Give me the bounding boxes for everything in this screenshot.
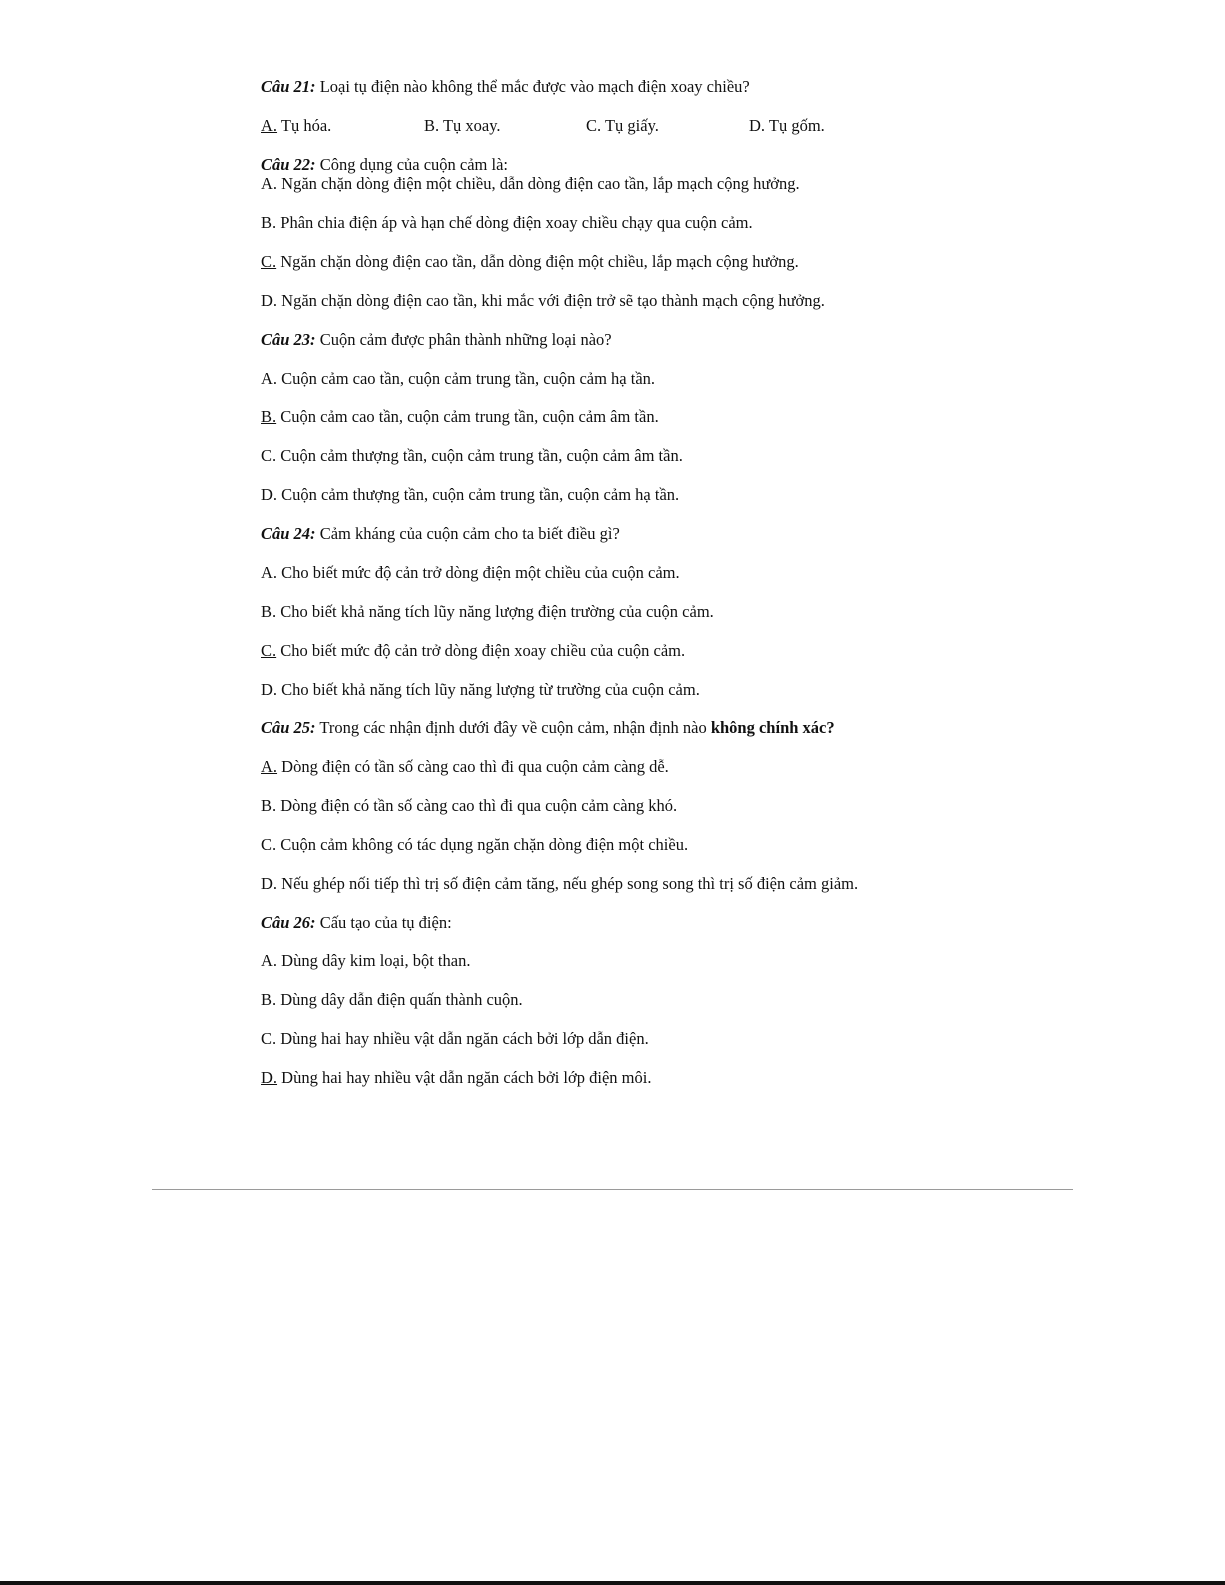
option-text: Tụ giấy. xyxy=(601,116,659,135)
option-letter: C. xyxy=(261,1029,277,1048)
option-text: Ngăn chặn dòng điện cao tần, khi mắc với điện trở sẽ tạo thành mạch cộng hưởng. xyxy=(277,291,825,310)
option-text: Dòng điện có tần số càng cao thì đi qua cuộn cảm càng khó. xyxy=(276,796,678,815)
option-text: Ngăn chặn dòng điện một chiều, dẫn dòng điện cao tần, lắp mạch cộng hưởng. xyxy=(277,174,800,193)
option-text: Cuộn cảm không có tác dụng ngăn chặn dòng điện một chiều. xyxy=(276,835,689,854)
q23-option-b xyxy=(261,407,659,427)
q25-option-d xyxy=(261,874,858,894)
option-text: Tụ gốm. xyxy=(765,116,825,135)
question-23 xyxy=(261,330,612,350)
q21-option-a xyxy=(261,116,331,136)
option-text: Cuộn cảm cao tần, cuộn cảm trung tần, cuộn cảm âm tần. xyxy=(276,407,659,426)
question-label: Câu 23: xyxy=(261,330,316,349)
q22-option-d xyxy=(261,291,825,311)
option-text: Tụ hóa. xyxy=(277,116,332,135)
option-letter: B. xyxy=(261,407,277,426)
question-emphasis: không chính xác? xyxy=(710,718,835,737)
option-text: Dùng hai hay nhiều vật dẫn ngăn cách bởi lớp điện môi. xyxy=(277,1068,652,1087)
q26-option-b xyxy=(261,990,523,1010)
question-text: Công dụng của cuộn cảm là: xyxy=(315,155,509,174)
q21-option-c xyxy=(586,116,659,136)
option-text: Tụ xoay. xyxy=(439,116,501,135)
option-letter: D. xyxy=(261,874,278,893)
question-25 xyxy=(261,718,835,738)
option-text: Cho biết mức độ cản trở dòng điện một chiều của cuộn cảm. xyxy=(277,563,680,582)
option-letter: A. xyxy=(261,951,278,970)
question-26 xyxy=(261,913,452,933)
option-letter: D. xyxy=(261,485,278,504)
question-label: Câu 25: xyxy=(261,718,316,737)
option-letter: D. xyxy=(749,116,766,135)
question-21 xyxy=(261,77,750,97)
q22-option-c xyxy=(261,252,799,272)
q26-option-c xyxy=(261,1029,649,1049)
option-letter: A. xyxy=(261,174,278,193)
option-letter: A. xyxy=(261,369,278,388)
option-letter: D. xyxy=(261,680,278,699)
q23-option-a xyxy=(261,369,655,389)
option-letter: D. xyxy=(261,291,278,310)
option-letter: C. xyxy=(586,116,602,135)
question-label: Câu 24: xyxy=(261,524,316,543)
question-label: Câu 26: xyxy=(261,913,316,932)
option-letter: A. xyxy=(261,563,278,582)
question-label: Câu 22: xyxy=(261,155,316,174)
option-letter: C. xyxy=(261,252,277,271)
q25-option-c xyxy=(261,835,688,855)
question-text: Cảm kháng của cuộn cảm cho ta biết điều gì? xyxy=(315,524,620,543)
option-letter: C. xyxy=(261,835,277,854)
question-text: Cấu tạo của tụ điện: xyxy=(315,913,452,932)
option-text: Cho biết mức độ cản trở dòng điện xoay chiều của cuộn cảm. xyxy=(276,641,686,660)
question-text: Cuộn cảm được phân thành những loại nào? xyxy=(315,330,612,349)
question-label: Câu 21: xyxy=(261,77,316,96)
option-letter: C. xyxy=(261,446,277,465)
q26-option-d xyxy=(261,1068,651,1088)
option-letter: B. xyxy=(424,116,440,135)
q24-option-d xyxy=(261,680,700,700)
q21-option-b xyxy=(424,116,501,136)
option-text: Phân chia điện áp và hạn chế dòng điện xoay chiều chạy qua cuộn cảm. xyxy=(276,213,753,232)
question-24 xyxy=(261,524,620,544)
q25-option-a xyxy=(261,757,669,777)
option-letter: D. xyxy=(261,1068,278,1087)
option-text: Cuộn cảm cao tần, cuộn cảm trung tần, cuộn cảm hạ tần. xyxy=(277,369,656,388)
bottom-edge-bar xyxy=(0,1581,1225,1585)
option-text: Cuộn cảm thượng tần, cuộn cảm trung tần, cuộn cảm hạ tần. xyxy=(277,485,680,504)
option-letter: B. xyxy=(261,796,277,815)
option-text: Ngăn chặn dòng điện cao tần, dẫn dòng điện một chiều, lắp mạch cộng hưởng. xyxy=(276,252,799,271)
question-text: Loại tụ điện nào không thể mắc được vào mạch điện xoay chiều? xyxy=(315,77,750,96)
q25-option-b xyxy=(261,796,677,816)
q24-option-b xyxy=(261,602,714,622)
option-letter: A. xyxy=(261,116,278,135)
option-letter: C. xyxy=(261,641,277,660)
option-text: Dùng dây kim loại, bột than. xyxy=(277,951,471,970)
q22-option-b xyxy=(261,213,753,233)
option-text: Dòng điện có tần số càng cao thì đi qua cuộn cảm càng dễ. xyxy=(277,757,669,776)
option-letter: B. xyxy=(261,602,277,621)
q23-option-c xyxy=(261,446,683,466)
option-text: Cuộn cảm thượng tần, cuộn cảm trung tần, cuộn cảm âm tần. xyxy=(276,446,683,465)
option-letter: B. xyxy=(261,213,277,232)
option-letter: A. xyxy=(261,757,278,776)
option-text: Nếu ghép nối tiếp thì trị số điện cảm tăng, nếu ghép song song thì trị số điện cảm giảm. xyxy=(277,874,859,893)
option-letter: B. xyxy=(261,990,277,1009)
q22-option-a xyxy=(261,174,800,194)
q24-option-c xyxy=(261,641,685,661)
q24-option-a xyxy=(261,563,680,583)
q26-option-a xyxy=(261,951,470,971)
option-text: Cho biết khả năng tích lũy năng lượng điện trường của cuộn cảm. xyxy=(276,602,714,621)
option-text: Dùng dây dẫn điện quấn thành cuộn. xyxy=(276,990,523,1009)
q21-option-d xyxy=(749,116,825,136)
option-text: Dùng hai hay nhiều vật dẫn ngăn cách bởi lớp dẫn điện. xyxy=(276,1029,649,1048)
question-text: Trong các nhận định dưới đây về cuộn cảm, nhận định nào xyxy=(315,718,711,737)
page-divider xyxy=(152,1189,1073,1190)
option-text: Cho biết khả năng tích lũy năng lượng từ trường của cuộn cảm. xyxy=(277,680,700,699)
question-22 xyxy=(261,155,508,175)
q23-option-d xyxy=(261,485,679,505)
